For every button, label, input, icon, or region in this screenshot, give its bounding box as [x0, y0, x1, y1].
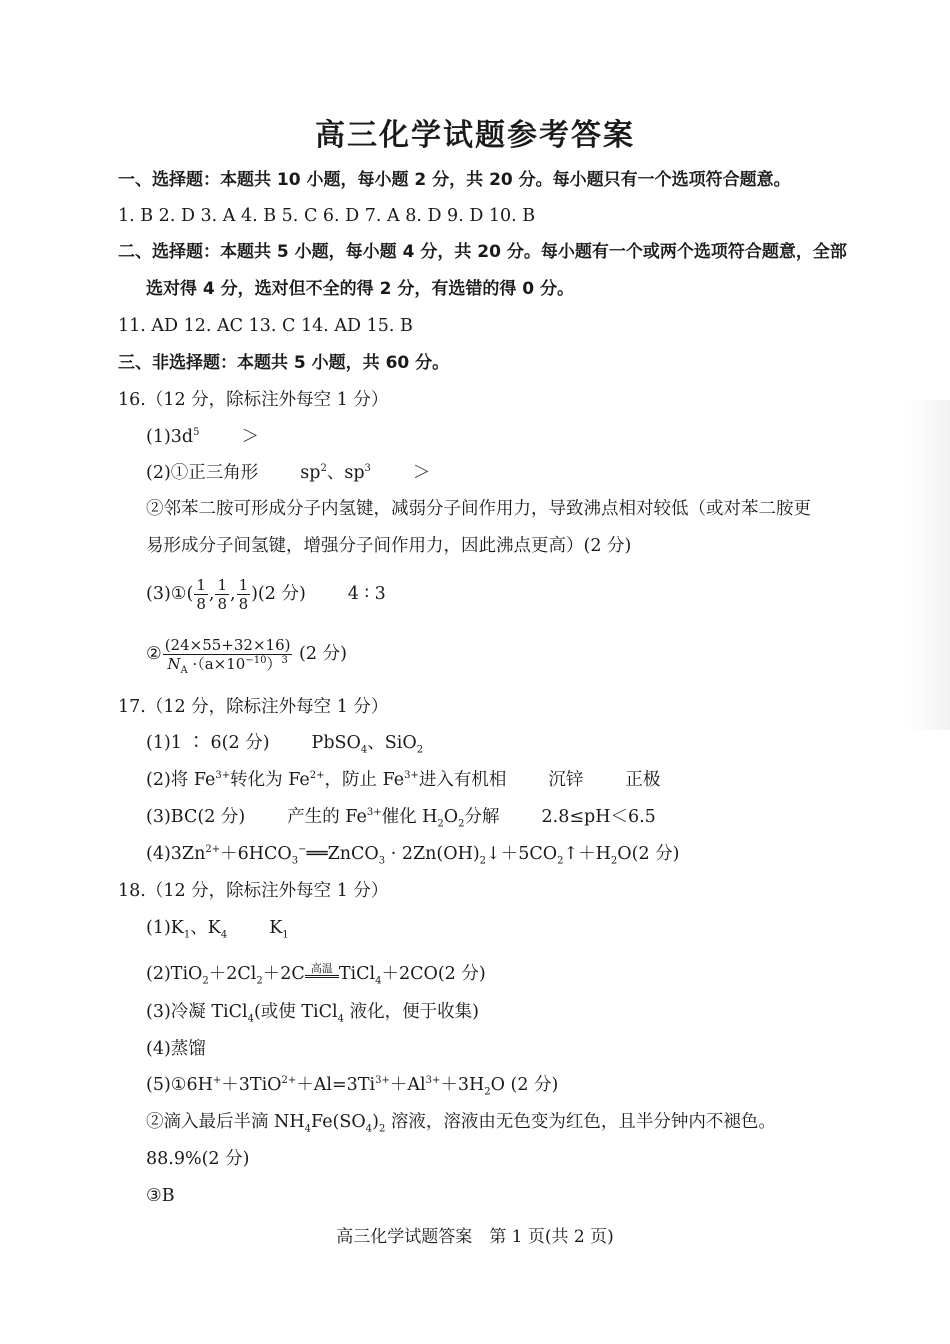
q16-part1	[146, 425, 259, 449]
q18-part2-equation: $(2)TiO_2+2Cl_2+2C$ 高温 TiCl$_4$＋2CO(2 分)	[146, 962, 486, 987]
q18-part5-purity: 88.9%(2 分)	[146, 1149, 250, 1169]
q16-part2	[146, 461, 430, 485]
page-edge-shadow	[906, 400, 950, 730]
q16-part2-explain-a: ②邻苯二胺可形成分子内氢键，减弱分子间作用力，导致沸点相对较低（或对苯二胺更	[146, 499, 811, 519]
q16-p2-hyb2: 、sp	[326, 463, 365, 483]
q16-p1-sup: 5	[193, 427, 200, 439]
q16-header: 16.（12 分，除标注外每空 1 分）	[118, 390, 389, 410]
q16-p3-score: )(2 分)	[251, 584, 306, 604]
q16-p1-answer: ＞	[241, 427, 260, 447]
q16-p2-hyb1-sup: 2	[320, 463, 327, 475]
q16-part3-density	[146, 636, 347, 676]
q16-p1-text: (1)3d	[146, 427, 194, 447]
q16-p2-hyb1: sp	[300, 463, 321, 483]
q16-part3: (3)①( $\frac{1}{8}$ , $\frac{1}{8}$ , $\frac{1}{8}$ )(2 分) 4 ∶ 3	[146, 576, 386, 613]
q16-p2-compare: ＞	[412, 463, 431, 483]
q18-part5-2: ②滴入最后半滴 $NH_4Fe(SO_4)_2$ 溶液，溶液由无色变为红色，且半分钟内不褪色。	[146, 1112, 776, 1135]
reaction-condition: 高温	[305, 963, 339, 986]
q16-p3-2-score: (2 分)	[299, 644, 347, 664]
section-2-heading-a: 二、选择题：本题共 5 小题，每小题 4 分，共 20 分。每小题有一个或两个选项符合题意，全部	[118, 242, 847, 262]
q17-part1: (1)1 ∶ 6(2 分) PbSO$_4$、SiO$_2$	[146, 733, 424, 756]
q17-part2: (2)将 $Fe^{3+}$转化为 $Fe^{2+}$，防止 $Fe^{3+}$进入有机相 沉锌 正极	[146, 770, 661, 790]
q17-header: 17.（12 分，除标注外每空 1 分）	[118, 697, 389, 717]
section-1-answers: 1. B 2. D 3. A 4. B 5. C 6. D 7. A 8. D 9. D 10. B	[118, 206, 536, 226]
density-fraction	[163, 636, 293, 676]
q16-part2-explain-b: 易形成分子间氢键，增强分子间作用力，因此沸点更高）(2 分)	[146, 536, 632, 556]
section-2-heading-b: 选对得 4 分，选对但不全的得 2 分，有选错的得 0 分。	[146, 279, 574, 299]
q18-part4: (4)蒸馏	[146, 1039, 206, 1059]
q18-part3: (3)冷凝 TiCl$_4$(或使 TiCl$_4$ 液化，便于收集)	[146, 1002, 479, 1025]
fraction-3: $\frac{1}{8}$	[238, 576, 249, 613]
q16-p3-label: (3)①(	[146, 584, 194, 604]
density-numerator: (24×55+32×16)	[164, 636, 291, 654]
section-2-answers: 11. AD 12. AC 13. C 14. AD 15. B	[118, 316, 413, 336]
q17-part4-equation: $(4)3Zn^{2+}+6HCO_3^-══ZnCO_3$ · $2Zn(OH)_2↓+5CO_2↑+H_2O(2$ 分)	[146, 844, 680, 867]
q18-part5-3: ③B	[146, 1186, 175, 1206]
q16-p3-2-label: ②	[146, 644, 162, 664]
section-3-heading: 三、非选择题：本题共 5 小题，共 60 分。	[118, 353, 450, 373]
fraction-1: $\frac{1}{8}$	[196, 576, 206, 613]
density-denominator: $N_A \cdot(a\times 10^{-10})^3$	[167, 655, 288, 676]
q16-p2-shape: (2)①正三角形	[146, 463, 259, 483]
q18-header: 18.（12 分，除标注外每空 1 分）	[118, 881, 389, 901]
q18-part5-equation: $(5)①6H^++3TiO^{2+}+Al=3Ti^{3+}+Al^{3+}+3H_2O$ (2 分)	[146, 1075, 559, 1098]
page-title: 高三化学试题参考答案	[315, 118, 635, 153]
q16-p3-ratio: 4 ∶ 3	[347, 584, 386, 604]
q16-p2-hyb2-sup: 3	[364, 463, 371, 475]
page-footer: 高三化学试题答案 第 1 页(共 2 页)	[336, 1227, 614, 1247]
fraction-2: $\frac{1}{8}$	[217, 576, 227, 613]
q17-part3: (3)BC(2 分) 产生的 $Fe^{3+}$催化 $H_2O_2$分解 2.8≤pH＜6.5	[146, 807, 656, 830]
section-1-heading: 一、选择题：本题共 10 小题，每小题 2 分，共 20 分。每小题只有一个选项符合题意。	[118, 170, 791, 190]
q18-part1: $(1)K_1$、$K_4$ $K_1$	[146, 918, 289, 941]
